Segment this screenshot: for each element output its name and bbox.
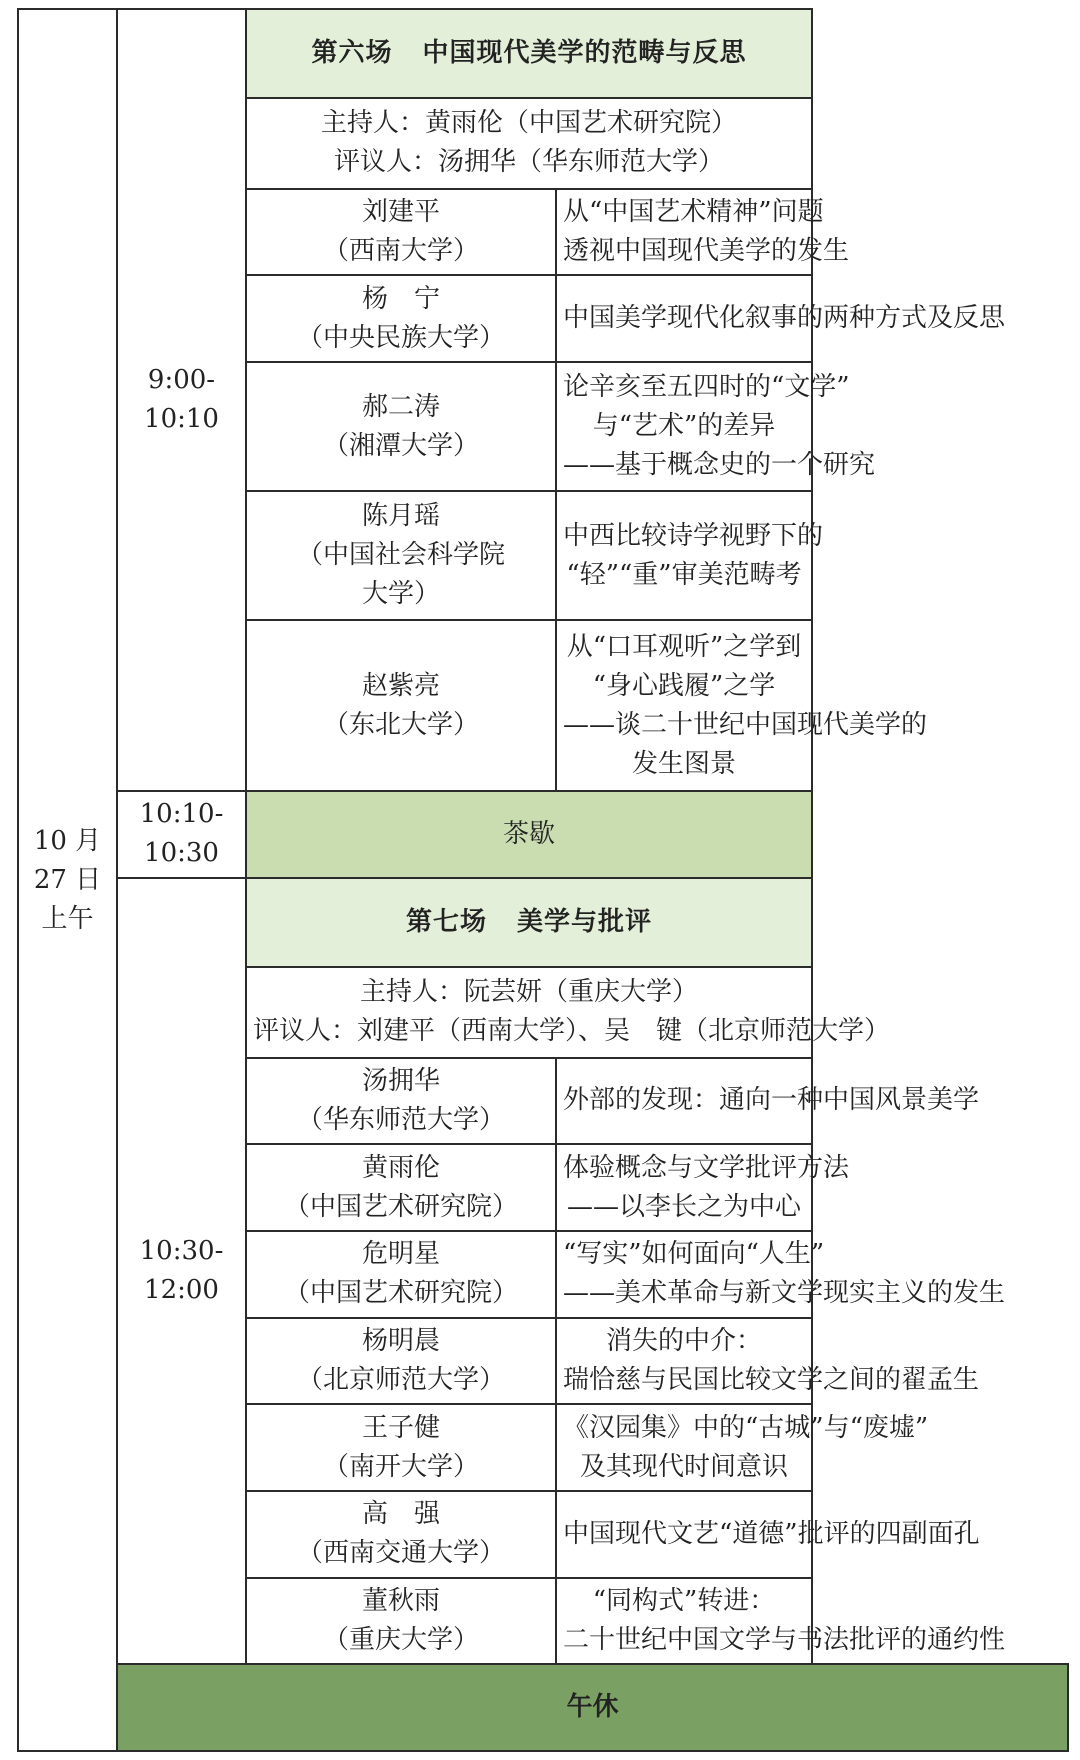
session6-time: 9:00- 10:10: [117, 9, 246, 791]
session6-host-cell: [246, 98, 812, 189]
speaker-cell: 刘建平 （西南大学）: [246, 189, 556, 276]
talk-title-cell: “写实”如何面向“人生” ——美术革命与新文学现实主义的发生: [556, 1231, 812, 1318]
speaker-cell: 高 强 （西南交通大学）: [246, 1491, 556, 1578]
speaker-cell: 王子健 （南开大学）: [246, 1404, 556, 1491]
session7-host: 主持人：阮芸妍（重庆大学）: [359, 977, 698, 1008]
session7-discussant: 评议人：刘建平（西南大学）、吴 键（北京师范大学）: [253, 1016, 891, 1047]
speaker-cell: 危明星 （中国艺术研究院）: [246, 1231, 556, 1318]
speaker-cell: 杨明晨 （北京师范大学）: [246, 1318, 556, 1405]
talk-title-cell: 消失的中介： 瑞恰慈与民国比较文学之间的翟孟生: [556, 1318, 812, 1405]
talk-title-cell: 从“中国艺术精神”问题 透视中国现代美学的发生: [556, 189, 812, 276]
session7-host-cell: [246, 967, 891, 1058]
talk-title-cell: 中西比较诗学视野下的 “轻”“重”审美范畴考: [556, 491, 812, 620]
session7-time: 10:30- 12:00: [117, 878, 246, 1664]
session7-title: 美学与批评: [517, 906, 653, 937]
session6-number: 第六场: [311, 37, 393, 68]
talk-title-cell: 从“口耳观听”之学到 “身心践履”之学 ——谈二十世纪中国现代美学的 发生图景: [556, 620, 812, 791]
talk-title-cell: 《汉园集》中的“古城”与“废墟” 及其现代时间意识: [556, 1404, 812, 1491]
speaker-cell: 赵紫亮 （东北大学）: [246, 620, 556, 791]
talk-title-cell: 外部的发现：通向一种中国风景美学: [556, 1058, 812, 1145]
talk-title-cell: 论辛亥至五四时的“文学” 与“艺术”的差异 ——基于概念史的一个研究: [556, 362, 812, 491]
session6-host: 主持人：黄雨伦（中国艺术研究院）: [320, 108, 737, 139]
session6-title: 中国现代美学的范畴与反思: [422, 37, 747, 68]
tea-break-label: 茶歇: [246, 791, 812, 878]
schedule-table: [17, 8, 1069, 1752]
session6-discussant: 评议人：汤拥华（华东师范大学）: [333, 147, 724, 178]
speaker-cell: 董秋雨 （重庆大学）: [246, 1578, 556, 1665]
talk-title-cell: 体验概念与文学批评方法 ——以李长之为中心: [556, 1144, 812, 1231]
talk-title-cell: “同构式”转进： 二十世纪中国文学与书法批评的通约性: [556, 1578, 812, 1665]
talk-title-cell: 中国现代文艺“道德”批评的四副面孔: [556, 1491, 812, 1578]
session7-number: 第七场: [405, 906, 487, 937]
speaker-cell: 杨 宁 （中央民族大学）: [246, 275, 556, 362]
date-month: 10 月: [33, 825, 102, 856]
date-cell: [18, 9, 117, 1751]
tea-break-time: 10:10- 10:30: [117, 791, 246, 878]
speaker-cell: 汤拥华 （华东师范大学）: [246, 1058, 556, 1145]
lunch-break-label: 午休: [117, 1664, 1068, 1751]
session6-heading: [246, 9, 812, 98]
speaker-cell: 郝二涛 （湘潭大学）: [246, 362, 556, 491]
speaker-cell: 黄雨伦 （中国艺术研究院）: [246, 1144, 556, 1231]
session7-heading: [246, 878, 812, 967]
date-day: 27 日: [33, 864, 102, 895]
date-period: 上午: [41, 903, 94, 934]
talk-title-cell: 中国美学现代化叙事的两种方式及反思: [556, 275, 812, 362]
speaker-cell: 陈月瑶 （中国社会科学院 大学）: [246, 491, 556, 620]
